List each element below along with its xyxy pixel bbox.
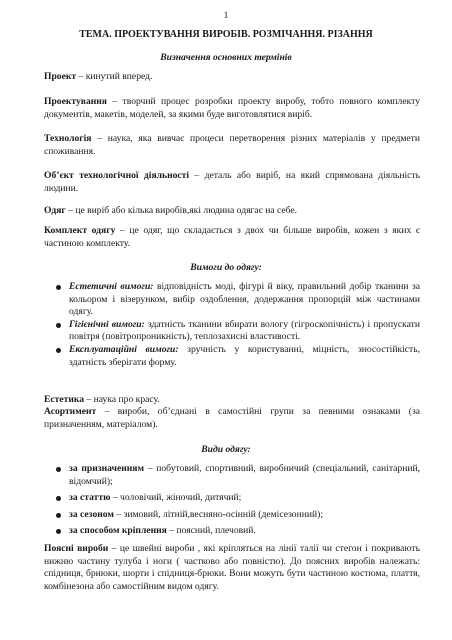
- definition-term: Проект: [44, 71, 77, 82]
- definition-term: Одяг: [44, 205, 66, 216]
- definition-object: [44, 170, 420, 195]
- definitions-heading: Визначення основних термінів: [160, 52, 292, 63]
- type-text: – чоловічий, жіночий, дитячий;: [110, 492, 242, 504]
- definition-term: Асортимент: [44, 406, 97, 417]
- definition-project: [44, 71, 420, 84]
- list-item: [52, 319, 420, 344]
- list-item: [52, 281, 420, 319]
- definition-text: – деталь або виріб, на який спрямована діяльність людини.: [44, 170, 420, 194]
- page-number: 1: [223, 10, 229, 20]
- definition-term: Поясні вироби: [44, 543, 109, 554]
- definition-term: Технологія: [44, 133, 92, 144]
- requirement-term: Експлуатаційні вимоги:: [69, 343, 179, 355]
- type-text: – зимовий, літній,весняно-осінній (демісезонний);: [113, 508, 324, 520]
- list-item: [52, 344, 420, 369]
- list-item: [52, 463, 420, 488]
- type-text: – побутовий, спортивний, виробничий (спеціальний, санітарний, відомчий);: [69, 463, 421, 487]
- requirement-text: зручність у користуванні, міцність, зносостійкість, здатність зберігати форму.: [69, 343, 421, 368]
- list-item: [52, 492, 420, 505]
- page-title: ТЕМА. ПРОЕКТУВАННЯ ВИРОБІВ. РОЗМІЧАННЯ. РІЗАННЯ: [79, 29, 373, 40]
- definition-clothing-set: [44, 225, 420, 250]
- definition-text: – творчий процес розробки проекту виробу, тобто повного комплекту документів, макетів, моделей, за якими буде виготовлятися виріб.: [44, 96, 420, 120]
- list-item: [52, 509, 420, 522]
- definition-clothing: [44, 205, 420, 218]
- type-term: за статтю: [69, 492, 111, 504]
- definition-text: – вироби, об’єднані в самостійні групи за певними ознаками (за призначенням, матеріалом).: [44, 406, 420, 430]
- definition-text: – це швейні вироби , які кріпляться на лінії талії чи стегон і покривають нижню частину тулуба і ноги ( частково або повністю). До поясних виробів належать: спідниця, бриюки, шорти і спідниця-брюки. Вони можуть бути частиною костюма, плаття, комбінезона або самостійним видом одягу.: [44, 543, 420, 592]
- type-term: за призначенням: [69, 463, 145, 474]
- type-term: за сезоном: [69, 508, 114, 520]
- definition-term: Проектування: [44, 96, 107, 107]
- definition-design: [44, 96, 420, 121]
- requirement-term: Гігієнічні вимоги:: [69, 318, 145, 330]
- definition-term: Комплект одягу: [44, 225, 116, 236]
- list-item: [52, 525, 420, 538]
- definition-waist-garments: [44, 543, 420, 593]
- requirement-text: здатність тканини вбирати вологу (гігроскопічність) і пропускати повітря (повітропроникність), теплозахисні властивості.: [69, 318, 420, 343]
- definition-assortment: [44, 406, 420, 431]
- definition-term: Об’єкт технологічної діяльності: [44, 170, 190, 181]
- requirements-heading: Вимоги до одягу:: [190, 262, 262, 273]
- definition-text: – наука, яка вивчає процеси перетворення різних матеріалів у предмети споживання.: [44, 133, 420, 157]
- type-text: – поясний, плечовий.: [166, 525, 256, 537]
- type-term: за способом кріплення: [69, 525, 167, 537]
- requirement-term: Естетичні вимоги:: [69, 281, 154, 292]
- requirement-text: відповідність моді, фігурі й віку, правильний добір тканини за кольором і візерунком, вибір оздоблення, додержання пропорцій між частинами одягу.: [69, 281, 420, 318]
- definition-technology: [44, 133, 420, 158]
- definition-text: – наука про красу.: [84, 394, 160, 405]
- definition-text: – це виріб або кілька виробів,які людина одягає на себе.: [65, 205, 298, 216]
- definition-text: – це одяг, що складається з двох чи більше виробів, кожен з яких є частиною комплекту.: [44, 225, 420, 249]
- types-heading: Види одягу:: [201, 444, 251, 455]
- requirements-list: [52, 281, 420, 369]
- definition-term: Естетика: [44, 394, 85, 405]
- definition-aesthetics: [44, 394, 420, 407]
- types-list: [52, 463, 420, 538]
- definition-text: – кинутий вперед.: [76, 71, 153, 82]
